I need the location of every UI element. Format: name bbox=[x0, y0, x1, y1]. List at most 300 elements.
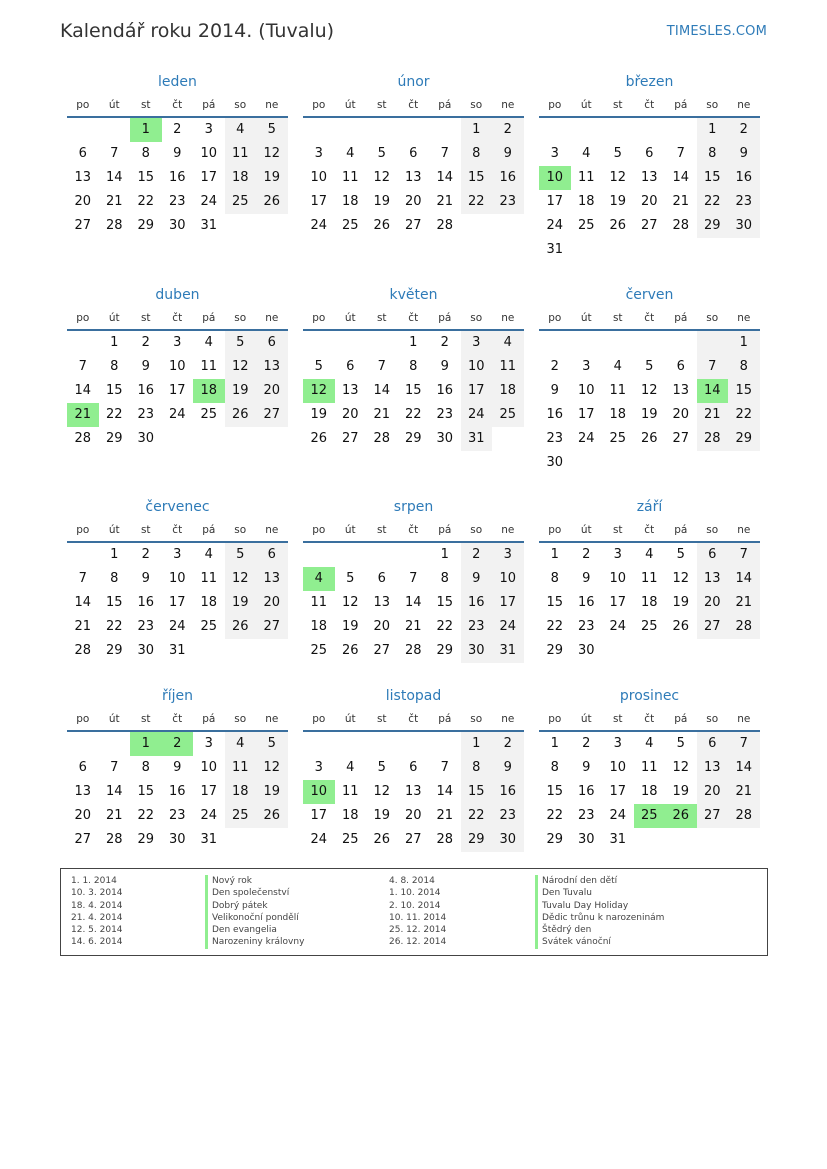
day-cell: 5 bbox=[676, 547, 685, 562]
day-cell: 13 bbox=[74, 784, 92, 799]
day-cell: 24 bbox=[546, 218, 564, 233]
day-cell: 18 bbox=[341, 808, 359, 823]
day-cell: 20 bbox=[256, 379, 288, 403]
empty-day-cell bbox=[571, 118, 603, 142]
day-cell: 13 bbox=[74, 170, 92, 185]
day-cell: 26 bbox=[609, 218, 627, 233]
empty-day-cell bbox=[665, 331, 697, 355]
day-cell: 16 bbox=[168, 784, 186, 799]
day-cell: 12 bbox=[256, 756, 288, 780]
day-cell: 25 bbox=[200, 619, 218, 634]
day-cell: 7 bbox=[728, 732, 760, 756]
day-cell: 23 bbox=[728, 190, 760, 214]
day-cell: 28 bbox=[436, 218, 454, 233]
weekday-label: so bbox=[706, 312, 719, 324]
day-cell: 24 bbox=[168, 407, 186, 422]
day-cell: 2 bbox=[582, 736, 591, 751]
month-name: červenec bbox=[145, 499, 210, 515]
day-cell: 18 bbox=[225, 780, 257, 804]
day-cell: 21 bbox=[436, 194, 454, 209]
weekday-header bbox=[67, 309, 288, 331]
day-cell: 27 bbox=[697, 804, 729, 828]
day-cell: 17 bbox=[200, 170, 218, 185]
month-name: březen bbox=[625, 74, 674, 90]
day-cell: 29 bbox=[404, 431, 422, 446]
day-cell: 2 bbox=[550, 359, 559, 374]
day-cell: 7 bbox=[728, 543, 760, 567]
legend-date: 10. 11. 2014 bbox=[389, 912, 447, 923]
day-cell: 7 bbox=[440, 146, 449, 161]
day-cell: 17 bbox=[461, 379, 493, 403]
day-cell: 3 bbox=[314, 760, 323, 775]
day-cell: 15 bbox=[404, 383, 422, 398]
day-cell: 8 bbox=[550, 760, 559, 775]
day-cell: 30 bbox=[577, 643, 595, 658]
day-cell: 18 bbox=[200, 595, 218, 610]
day-cell: 14 bbox=[105, 170, 123, 185]
empty-day-cell bbox=[366, 543, 398, 567]
weekday-header bbox=[303, 710, 524, 732]
weekday-header bbox=[539, 521, 760, 543]
day-cell: 24 bbox=[609, 808, 627, 823]
day-cell: 18 bbox=[640, 595, 658, 610]
day-cell: 29 bbox=[697, 214, 729, 238]
holiday-day-cell: 26 bbox=[665, 804, 697, 828]
day-cell: 20 bbox=[373, 619, 391, 634]
day-cell: 25 bbox=[225, 804, 257, 828]
weekday-header bbox=[303, 521, 524, 543]
day-cell: 7 bbox=[409, 571, 418, 586]
day-grid bbox=[539, 543, 760, 663]
day-cell: 26 bbox=[373, 218, 391, 233]
empty-day-cell bbox=[665, 118, 697, 142]
day-cell: 4 bbox=[582, 146, 591, 161]
day-cell: 30 bbox=[168, 832, 186, 847]
day-cell: 3 bbox=[173, 547, 182, 562]
day-cell: 8 bbox=[550, 571, 559, 586]
legend-holiday-name: Tuvalu Day Holiday bbox=[535, 900, 664, 912]
legend-holiday-name: Den Tuvalu bbox=[535, 887, 664, 899]
weekday-label: pá bbox=[438, 524, 452, 536]
day-cell: 17 bbox=[609, 784, 627, 799]
day-cell: 11 bbox=[225, 142, 257, 166]
day-cell: 16 bbox=[436, 383, 454, 398]
day-cell: 8 bbox=[141, 146, 150, 161]
empty-day-cell bbox=[335, 732, 367, 756]
weekday-label: so bbox=[706, 524, 719, 536]
day-cell: 23 bbox=[577, 808, 595, 823]
day-cell: 16 bbox=[168, 170, 186, 185]
weekday-label: st bbox=[376, 99, 387, 111]
day-cell: 17 bbox=[310, 808, 328, 823]
day-cell: 24 bbox=[310, 218, 328, 233]
day-cell: 16 bbox=[577, 784, 595, 799]
holiday-day-cell: 4 bbox=[303, 567, 335, 591]
day-cell: 5 bbox=[314, 359, 323, 374]
day-cell: 9 bbox=[582, 571, 591, 586]
weekday-header bbox=[539, 96, 760, 118]
day-cell: 1 bbox=[697, 118, 729, 142]
day-cell: 19 bbox=[373, 808, 391, 823]
day-cell: 12 bbox=[225, 567, 257, 591]
day-cell: 5 bbox=[613, 146, 622, 161]
day-cell: 4 bbox=[645, 547, 654, 562]
day-cell: 13 bbox=[640, 170, 658, 185]
day-cell: 1 bbox=[550, 547, 559, 562]
weekday-label: pá bbox=[438, 312, 452, 324]
day-cell: 21 bbox=[672, 194, 690, 209]
day-cell: 7 bbox=[110, 146, 119, 161]
day-cell: 15 bbox=[105, 595, 123, 610]
weekday-label: po bbox=[312, 524, 326, 536]
empty-day-cell bbox=[335, 543, 367, 567]
weekday-label: út bbox=[344, 713, 356, 725]
weekday-label: ne bbox=[737, 524, 751, 536]
day-cell: 4 bbox=[346, 760, 355, 775]
month-block bbox=[539, 686, 760, 852]
day-cell: 20 bbox=[74, 194, 92, 209]
day-cell: 11 bbox=[200, 571, 218, 586]
day-cell: 4 bbox=[613, 359, 622, 374]
day-cell: 29 bbox=[105, 643, 123, 658]
day-cell: 5 bbox=[256, 732, 288, 756]
day-cell: 31 bbox=[546, 242, 564, 257]
day-cell: 10 bbox=[609, 571, 627, 586]
empty-day-cell bbox=[303, 331, 335, 355]
day-cell: 7 bbox=[377, 359, 386, 374]
day-cell: 15 bbox=[461, 166, 493, 190]
weekday-header bbox=[539, 710, 760, 732]
day-cell: 30 bbox=[492, 828, 524, 852]
day-cell: 19 bbox=[341, 619, 359, 634]
day-cell: 20 bbox=[697, 780, 729, 804]
holiday-day-cell: 25 bbox=[634, 804, 666, 828]
legend-date: 10. 3. 2014 bbox=[71, 888, 123, 899]
weekday-label: po bbox=[548, 524, 562, 536]
day-grid bbox=[539, 118, 760, 262]
day-grid bbox=[67, 732, 288, 852]
day-cell: 20 bbox=[256, 591, 288, 615]
day-cell: 3 bbox=[582, 359, 591, 374]
day-cell: 1 bbox=[110, 335, 119, 350]
day-cell: 17 bbox=[546, 194, 564, 209]
legend-names-right bbox=[535, 875, 664, 949]
day-cell: 25 bbox=[577, 218, 595, 233]
day-cell: 15 bbox=[728, 379, 760, 403]
legend-holiday-name: Den evangelia bbox=[205, 924, 304, 936]
weekday-label: pá bbox=[202, 99, 216, 111]
day-cell: 13 bbox=[672, 383, 690, 398]
day-cell: 27 bbox=[404, 832, 422, 847]
day-cell: 11 bbox=[492, 355, 524, 379]
day-cell: 30 bbox=[728, 214, 760, 238]
empty-day-cell bbox=[67, 543, 99, 567]
day-cell: 2 bbox=[492, 732, 524, 756]
day-cell: 30 bbox=[137, 431, 155, 446]
day-grid bbox=[539, 331, 760, 475]
weekday-label: ne bbox=[737, 713, 751, 725]
weekday-label: út bbox=[108, 99, 120, 111]
day-cell: 10 bbox=[200, 146, 218, 161]
day-cell: 26 bbox=[310, 431, 328, 446]
weekday-label: st bbox=[140, 524, 151, 536]
day-cell: 27 bbox=[697, 615, 729, 639]
day-cell: 22 bbox=[697, 190, 729, 214]
day-cell: 25 bbox=[200, 407, 218, 422]
day-cell: 28 bbox=[404, 643, 422, 658]
empty-day-cell bbox=[429, 732, 461, 756]
day-cell: 27 bbox=[672, 431, 690, 446]
day-cell: 3 bbox=[173, 335, 182, 350]
day-cell: 5 bbox=[225, 331, 257, 355]
day-cell: 20 bbox=[640, 194, 658, 209]
weekday-label: čt bbox=[644, 713, 655, 725]
weekday-label: st bbox=[612, 99, 623, 111]
day-cell: 30 bbox=[546, 455, 564, 470]
day-cell: 3 bbox=[314, 146, 323, 161]
weekday-label: so bbox=[234, 312, 247, 324]
day-cell: 26 bbox=[256, 190, 288, 214]
empty-day-cell bbox=[366, 732, 398, 756]
day-cell: 12 bbox=[640, 383, 658, 398]
day-cell: 23 bbox=[461, 615, 493, 639]
day-cell: 4 bbox=[346, 146, 355, 161]
day-cell: 25 bbox=[341, 218, 359, 233]
day-cell: 11 bbox=[577, 170, 595, 185]
day-cell: 12 bbox=[373, 784, 391, 799]
month-name: duben bbox=[155, 287, 200, 303]
day-cell: 20 bbox=[74, 808, 92, 823]
day-cell: 22 bbox=[436, 619, 454, 634]
legend-names-left bbox=[205, 875, 304, 949]
day-cell: 4 bbox=[492, 331, 524, 355]
day-cell: 24 bbox=[492, 615, 524, 639]
day-cell: 11 bbox=[310, 595, 328, 610]
day-cell: 6 bbox=[78, 146, 87, 161]
legend-holiday-name: Dědic trůnu k narozeninám bbox=[535, 912, 664, 924]
day-cell: 25 bbox=[310, 643, 328, 658]
day-cell: 28 bbox=[74, 643, 92, 658]
day-cell: 19 bbox=[225, 379, 257, 403]
day-cell: 5 bbox=[645, 359, 654, 374]
day-cell: 6 bbox=[645, 146, 654, 161]
holiday-day-cell: 10 bbox=[303, 780, 335, 804]
day-cell: 22 bbox=[105, 619, 123, 634]
empty-day-cell bbox=[366, 331, 398, 355]
day-cell: 22 bbox=[461, 804, 493, 828]
weekday-label: po bbox=[548, 312, 562, 324]
day-cell: 7 bbox=[78, 571, 87, 586]
day-cell: 1 bbox=[461, 118, 493, 142]
day-cell: 18 bbox=[577, 194, 595, 209]
weekday-label: st bbox=[140, 99, 151, 111]
day-cell: 10 bbox=[200, 760, 218, 775]
day-cell: 30 bbox=[577, 832, 595, 847]
day-cell: 21 bbox=[105, 194, 123, 209]
day-grid bbox=[67, 543, 288, 663]
weekday-label: út bbox=[580, 312, 592, 324]
weekday-header bbox=[539, 309, 760, 331]
weekday-label: so bbox=[470, 713, 483, 725]
day-cell: 20 bbox=[672, 407, 690, 422]
day-cell: 28 bbox=[697, 427, 729, 451]
day-cell: 28 bbox=[373, 431, 391, 446]
day-cell: 24 bbox=[609, 619, 627, 634]
weekday-label: st bbox=[140, 312, 151, 324]
day-cell: 2 bbox=[492, 118, 524, 142]
day-cell: 8 bbox=[110, 571, 119, 586]
weekday-label: st bbox=[612, 312, 623, 324]
day-cell: 30 bbox=[137, 643, 155, 658]
weekday-label: so bbox=[470, 524, 483, 536]
day-cell: 13 bbox=[697, 756, 729, 780]
empty-day-cell bbox=[335, 118, 367, 142]
weekday-label: ne bbox=[501, 312, 515, 324]
weekday-label: so bbox=[706, 713, 719, 725]
day-cell: 15 bbox=[137, 170, 155, 185]
day-cell: 9 bbox=[492, 756, 524, 780]
day-cell: 2 bbox=[141, 335, 150, 350]
day-cell: 2 bbox=[582, 547, 591, 562]
day-cell: 19 bbox=[256, 166, 288, 190]
day-grid bbox=[67, 331, 288, 451]
weekday-label: ne bbox=[501, 713, 515, 725]
day-cell: 12 bbox=[672, 760, 690, 775]
weekday-label: po bbox=[548, 713, 562, 725]
weekday-label: út bbox=[580, 99, 592, 111]
day-cell: 10 bbox=[310, 170, 328, 185]
weekday-label: út bbox=[108, 713, 120, 725]
site-link[interactable]: TIMESLES.COM bbox=[666, 24, 767, 39]
day-cell: 22 bbox=[728, 403, 760, 427]
day-cell: 28 bbox=[436, 832, 454, 847]
day-cell: 10 bbox=[609, 760, 627, 775]
weekday-header bbox=[67, 710, 288, 732]
day-cell: 31 bbox=[200, 218, 218, 233]
day-cell: 6 bbox=[256, 543, 288, 567]
day-grid bbox=[303, 118, 524, 238]
holiday-legend bbox=[60, 868, 768, 956]
month-name: srpen bbox=[393, 499, 434, 515]
day-cell: 8 bbox=[728, 355, 760, 379]
empty-day-cell bbox=[398, 118, 430, 142]
day-cell: 23 bbox=[546, 431, 564, 446]
day-cell: 14 bbox=[436, 784, 454, 799]
weekday-label: po bbox=[312, 713, 326, 725]
legend-date: 1. 1. 2014 bbox=[71, 876, 117, 886]
empty-day-cell bbox=[602, 118, 634, 142]
weekday-label: pá bbox=[202, 312, 216, 324]
weekday-label: so bbox=[470, 99, 483, 111]
day-cell: 16 bbox=[137, 383, 155, 398]
day-cell: 19 bbox=[256, 780, 288, 804]
day-cell: 8 bbox=[697, 142, 729, 166]
weekday-label: út bbox=[108, 524, 120, 536]
weekday-label: so bbox=[234, 99, 247, 111]
weekday-label: čt bbox=[644, 99, 655, 111]
day-cell: 28 bbox=[728, 615, 760, 639]
holiday-day-cell: 1 bbox=[130, 732, 162, 756]
day-cell: 28 bbox=[672, 218, 690, 233]
month-block bbox=[303, 497, 524, 663]
legend-date: 25. 12. 2014 bbox=[389, 925, 447, 936]
day-cell: 31 bbox=[168, 643, 186, 658]
legend-holiday-name: Nový rok bbox=[205, 875, 304, 887]
month-block bbox=[67, 72, 288, 238]
day-cell: 14 bbox=[728, 756, 760, 780]
day-cell: 24 bbox=[310, 832, 328, 847]
weekday-header bbox=[303, 96, 524, 118]
weekday-label: čt bbox=[408, 312, 419, 324]
day-cell: 9 bbox=[173, 146, 182, 161]
day-cell: 1 bbox=[461, 732, 493, 756]
month-name: prosinec bbox=[619, 688, 680, 704]
day-cell: 21 bbox=[728, 591, 760, 615]
day-cell: 15 bbox=[436, 595, 454, 610]
day-cell: 19 bbox=[225, 591, 257, 615]
day-cell: 24 bbox=[200, 808, 218, 823]
day-cell: 6 bbox=[676, 359, 685, 374]
day-cell: 10 bbox=[492, 567, 524, 591]
day-cell: 16 bbox=[577, 595, 595, 610]
day-cell: 13 bbox=[341, 383, 359, 398]
day-cell: 23 bbox=[168, 194, 186, 209]
empty-day-cell bbox=[67, 118, 99, 142]
day-cell: 23 bbox=[492, 190, 524, 214]
day-cell: 27 bbox=[404, 218, 422, 233]
day-cell: 18 bbox=[492, 379, 524, 403]
holiday-day-cell: 12 bbox=[303, 379, 335, 403]
day-cell: 6 bbox=[256, 331, 288, 355]
weekday-label: pá bbox=[674, 524, 688, 536]
day-cell: 2 bbox=[440, 335, 449, 350]
legend-date: 4. 8. 2014 bbox=[389, 876, 435, 886]
day-cell: 23 bbox=[577, 619, 595, 634]
legend-holiday-name: Velikonoční pondělí bbox=[205, 912, 304, 924]
day-cell: 28 bbox=[728, 804, 760, 828]
day-cell: 27 bbox=[256, 615, 288, 639]
day-cell: 12 bbox=[225, 355, 257, 379]
day-cell: 16 bbox=[546, 407, 564, 422]
month-block bbox=[303, 72, 524, 238]
weekday-label: pá bbox=[202, 524, 216, 536]
day-cell: 14 bbox=[74, 383, 92, 398]
day-cell: 29 bbox=[436, 643, 454, 658]
day-cell: 22 bbox=[546, 808, 564, 823]
weekday-label: út bbox=[344, 312, 356, 324]
day-cell: 29 bbox=[546, 643, 564, 658]
empty-day-cell bbox=[303, 543, 335, 567]
day-cell: 11 bbox=[200, 359, 218, 374]
day-cell: 27 bbox=[341, 431, 359, 446]
day-cell: 8 bbox=[461, 142, 493, 166]
empty-day-cell bbox=[697, 331, 729, 355]
day-cell: 7 bbox=[440, 760, 449, 775]
weekday-label: ne bbox=[501, 99, 515, 111]
weekday-label: po bbox=[548, 99, 562, 111]
day-cell: 9 bbox=[582, 760, 591, 775]
day-cell: 15 bbox=[546, 595, 564, 610]
day-cell: 11 bbox=[609, 383, 627, 398]
holiday-day-cell: 10 bbox=[539, 166, 571, 190]
day-grid bbox=[67, 118, 288, 238]
day-cell: 10 bbox=[168, 359, 186, 374]
day-cell: 9 bbox=[550, 383, 559, 398]
weekday-label: čt bbox=[408, 524, 419, 536]
weekday-label: čt bbox=[172, 312, 183, 324]
day-cell: 29 bbox=[461, 828, 493, 852]
day-cell: 9 bbox=[728, 142, 760, 166]
